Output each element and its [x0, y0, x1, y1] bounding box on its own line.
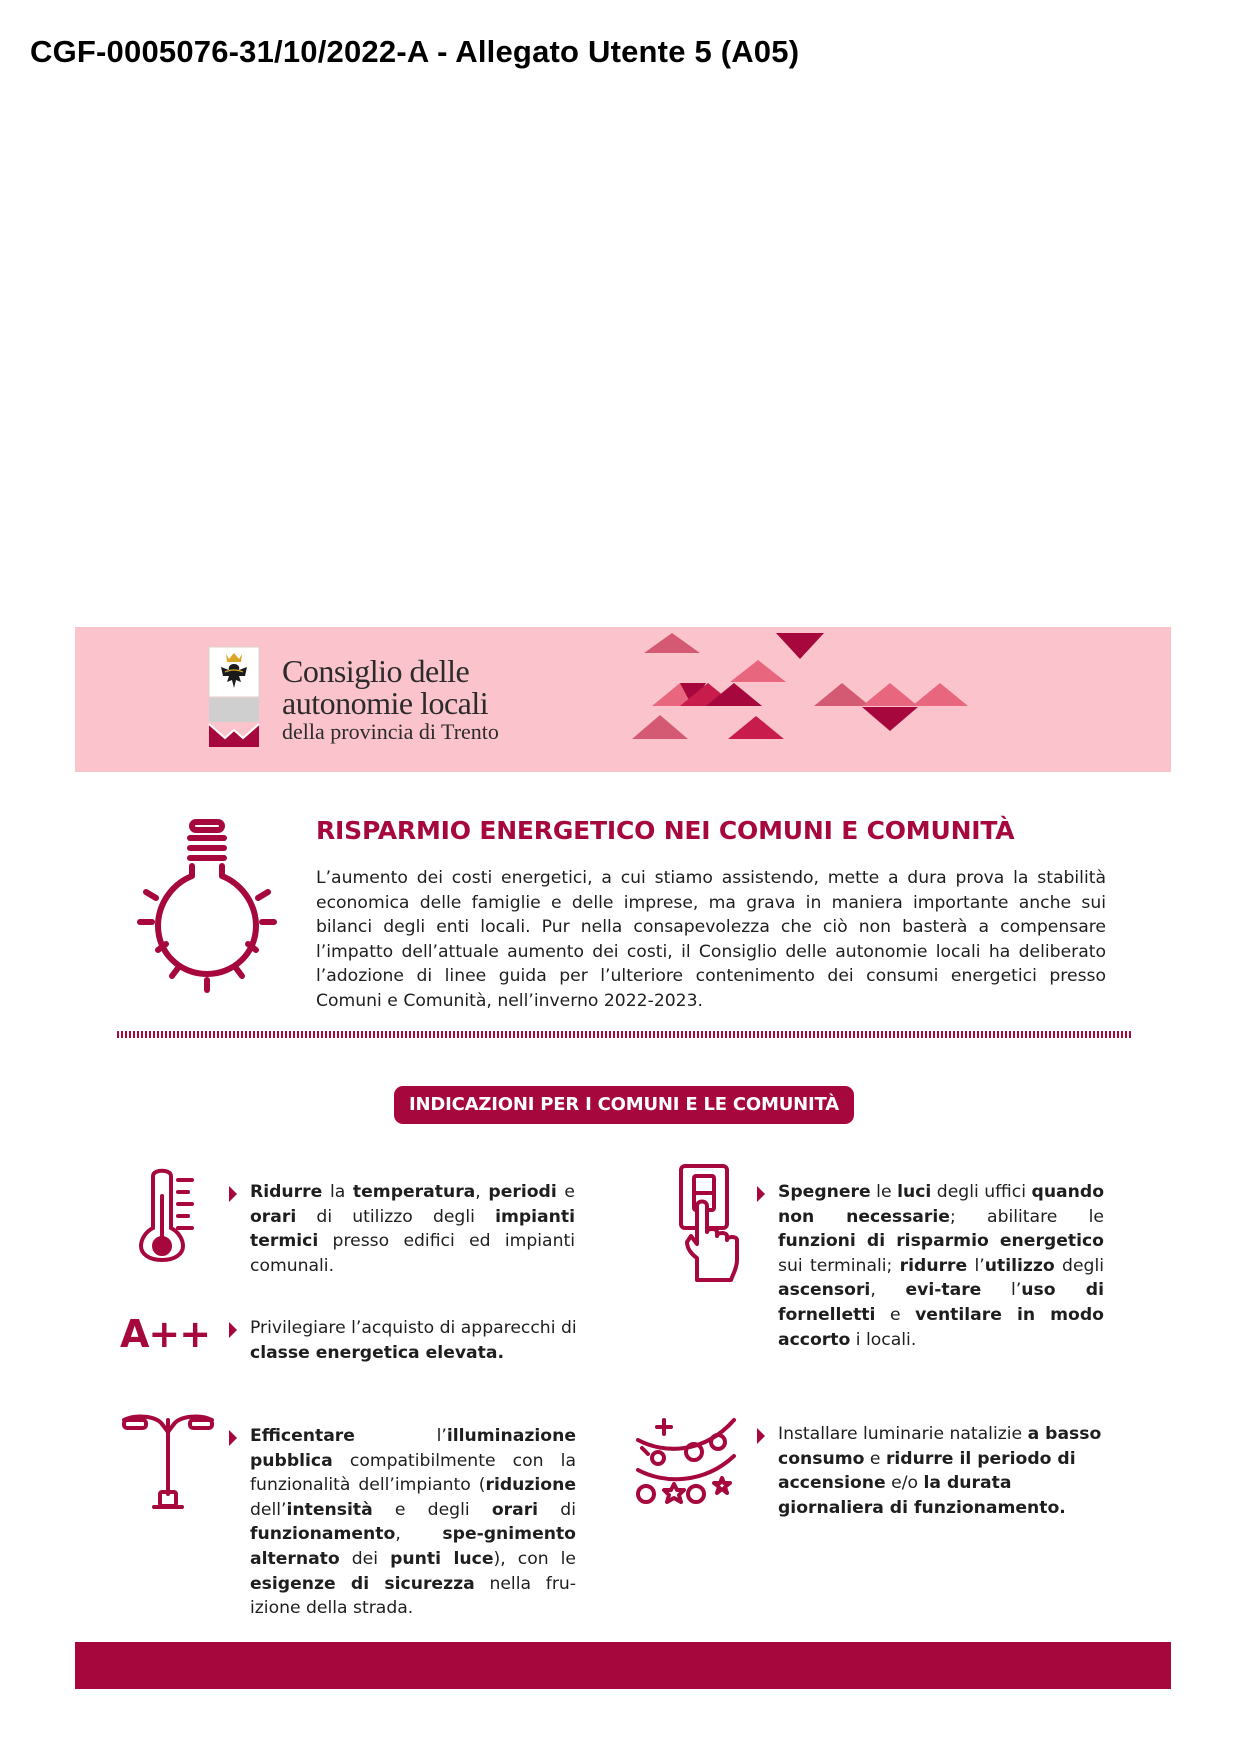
thermometer-icon — [138, 1166, 196, 1262]
org-name-line2: autonomie locali — [282, 685, 489, 721]
section-heading-pill: INDICAZIONI PER I COMUNI E LE COMUNITÀ — [394, 1086, 854, 1124]
bullet-marker — [229, 1322, 237, 1338]
bullet-marker — [757, 1186, 765, 1202]
triangle — [776, 633, 824, 659]
christmas-lights-icon — [634, 1412, 738, 1512]
organization-name — [282, 655, 499, 743]
org-name-line3: della provincia di Trento — [282, 719, 499, 744]
bullet-marker — [757, 1428, 765, 1444]
crest-logo — [208, 646, 260, 748]
light-switch-icon — [677, 1162, 743, 1284]
intro-paragraph: L’aumento dei costi energetici, a cui stiamo assistendo, mette a dura prova la stabilità economica delle famiglie e delle imprese, ma grava in maniera importante anche sui bilanci degli enti locali. Pur nella consapevolezza che ciò non basterà a compensare l’impatto dell’attuale aumento dei costi, il Consiglio delle autonomie locali ha deliberato l’adozione di linee guida per l’ulteriore contenimento dei consumi energetici presso Comuni e Comunità, nell’inverno 2022-2023. — [316, 868, 1106, 1011]
banner — [75, 627, 1171, 772]
street-lamp-icon — [122, 1410, 214, 1510]
footer-bar — [75, 1642, 1171, 1689]
indication-christmas: Installare luminarie natalizie a basso consumo e ridurre il periodo di accensione e/o la durata giornaliera di funzionamento. — [778, 1424, 1102, 1518]
org-name-line1: Consiglio delle — [282, 653, 470, 689]
page-title: RISPARMIO ENERGETICO NEI COMUNI E COMUNITÀ — [316, 816, 1015, 845]
energy-class-badge: A++ — [120, 1312, 211, 1356]
triangle — [814, 683, 870, 706]
indication-offices: Spegnere le luci degli uffici quando non necessarie; abilitare le funzioni di risparmio energetico sui terminali; ridurre l’utilizzo degli ascensori, evi-tare l’uso di fornelletti e ventilare in modo accorto i locali. — [778, 1182, 1105, 1350]
triangle — [730, 660, 786, 682]
indication-heating: Ridurre la temperatura, periodi e orari di utilizzo degli impianti termici presso edifici ed impianti comunali. — [250, 1182, 575, 1276]
bullet-marker — [229, 1430, 237, 1446]
dotted-divider — [117, 1031, 1133, 1038]
lightbulb-icon — [136, 818, 278, 993]
document-header: CGF-0005076-31/10/2022-A - Allegato Utente 5 (A05) — [30, 34, 800, 69]
triangle — [862, 683, 918, 706]
indication-appliances: Privilegiare l’acquisto di apparecchi di classe energetica elevata. — [250, 1318, 577, 1363]
triangle — [632, 715, 688, 739]
triangle-decoration — [620, 633, 1080, 767]
indication-street-lighting: Efficentare l’illuminazione pubblica compatibilmente con la funzionalità dell’impianto (riduzione dell’intensità e degli orari di funzionamento, spe-gnimento alternato dei punti luce), con le esigenze di sicurezza nella fru-izione della strada. — [250, 1426, 577, 1619]
triangle — [644, 633, 700, 653]
bullet-marker — [229, 1186, 237, 1202]
triangle — [862, 707, 918, 731]
triangle — [728, 716, 784, 739]
triangle — [912, 683, 968, 706]
